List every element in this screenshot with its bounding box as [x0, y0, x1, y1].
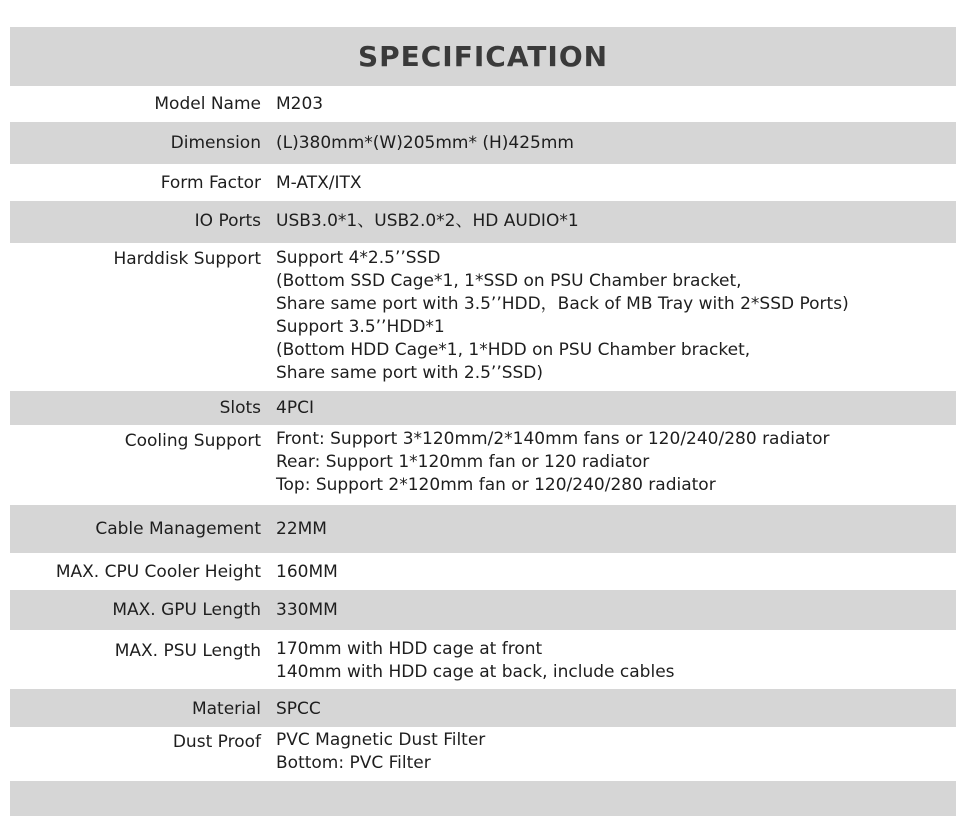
spec-label-model-name: Model Name — [154, 94, 261, 114]
spec-value-line: 22MM — [276, 519, 327, 539]
spec-value-line: (Bottom HDD Cage*1, 1*HDD on PSU Chamber bracket, — [276, 340, 751, 360]
spec-value-dust-proof — [276, 729, 485, 775]
spec-label-cpu-cooler-height: MAX. CPU Cooler Height — [55, 562, 261, 582]
spec-value-line: 170mm with HDD cage at front — [276, 639, 543, 659]
spec-value-cpu-cooler-height — [276, 562, 338, 582]
spec-label-form-factor: Form Factor — [160, 173, 261, 193]
footer-band — [10, 781, 956, 816]
spec-value-line: Top: Support 2*120mm fan or 120/240/280 radiator — [276, 475, 716, 495]
spec-value-line: SPCC — [276, 699, 321, 719]
spec-label-gpu-length: MAX. GPU Length — [112, 600, 261, 620]
spec-value-line: Bottom: PVC Filter — [276, 753, 431, 773]
spec-value-line: 160MM — [276, 562, 338, 582]
spec-label-harddisk-support: Harddisk Support — [113, 249, 261, 269]
spec-value-line: USB3.0*1、USB2.0*2、HD AUDIO*1 — [276, 211, 579, 231]
spec-label-slots: Slots — [219, 398, 261, 418]
spec-value-harddisk-support — [276, 247, 849, 385]
spec-label-io-ports: IO Ports — [194, 211, 261, 231]
spec-value-line: Support 4*2.5’’SSD — [276, 248, 441, 268]
spec-value-cooling-support — [276, 428, 829, 497]
spec-value-line: M-ATX/ITX — [276, 173, 362, 193]
spec-value-material — [276, 699, 321, 719]
spec-label-dust-proof: Dust Proof — [172, 732, 261, 752]
spec-value-dimension — [276, 133, 574, 153]
spec-value-io-ports — [276, 211, 579, 231]
spec-value-form-factor — [276, 173, 362, 193]
spec-label-dimension: Dimension — [170, 133, 261, 153]
row-band-material — [10, 689, 956, 727]
spec-value-line: Share same port with 2.5’’SSD) — [276, 363, 544, 383]
spec-value-line: Support 3.5’’HDD*1 — [276, 317, 445, 337]
spec-value-line: Rear: Support 1*120mm fan or 120 radiator — [276, 452, 650, 472]
spec-value-line: 330MM — [276, 600, 338, 620]
spec-label-material: Material — [191, 699, 261, 719]
spec-value-line: Share same port with 3.5’’HDD，Back of MB Tray with 2*SSD Ports) — [276, 294, 849, 314]
spec-value-slots — [276, 398, 314, 418]
spec-value-line: PVC Magnetic Dust Filter — [276, 730, 486, 750]
spec-value-gpu-length — [276, 600, 338, 620]
spec-value-line: (Bottom SSD Cage*1, 1*SSD on PSU Chamber bracket, — [276, 271, 742, 291]
spec-value-cable-management — [276, 519, 327, 539]
spec-value-model-name — [276, 94, 323, 114]
spec-label-psu-length: MAX. PSU Length — [114, 641, 261, 661]
page-title: SPECIFICATION — [10, 27, 956, 86]
spec-label-cooling-support: Cooling Support — [124, 431, 261, 451]
row-band-slots — [10, 391, 956, 425]
spec-value-line: 140mm with HDD cage at back, include cables — [276, 662, 675, 682]
spec-value-line: M203 — [276, 94, 324, 114]
spec-value-psu-length — [276, 638, 675, 684]
spec-value-line: 4PCI — [276, 398, 314, 418]
spec-value-line: Front: Support 3*120mm/2*140mm fans or 120/240/280 radiator — [276, 429, 830, 449]
spec-value-line: (L)380mm*(W)205mm* (H)425mm — [276, 133, 574, 153]
spec-label-cable-management: Cable Management — [95, 519, 261, 539]
